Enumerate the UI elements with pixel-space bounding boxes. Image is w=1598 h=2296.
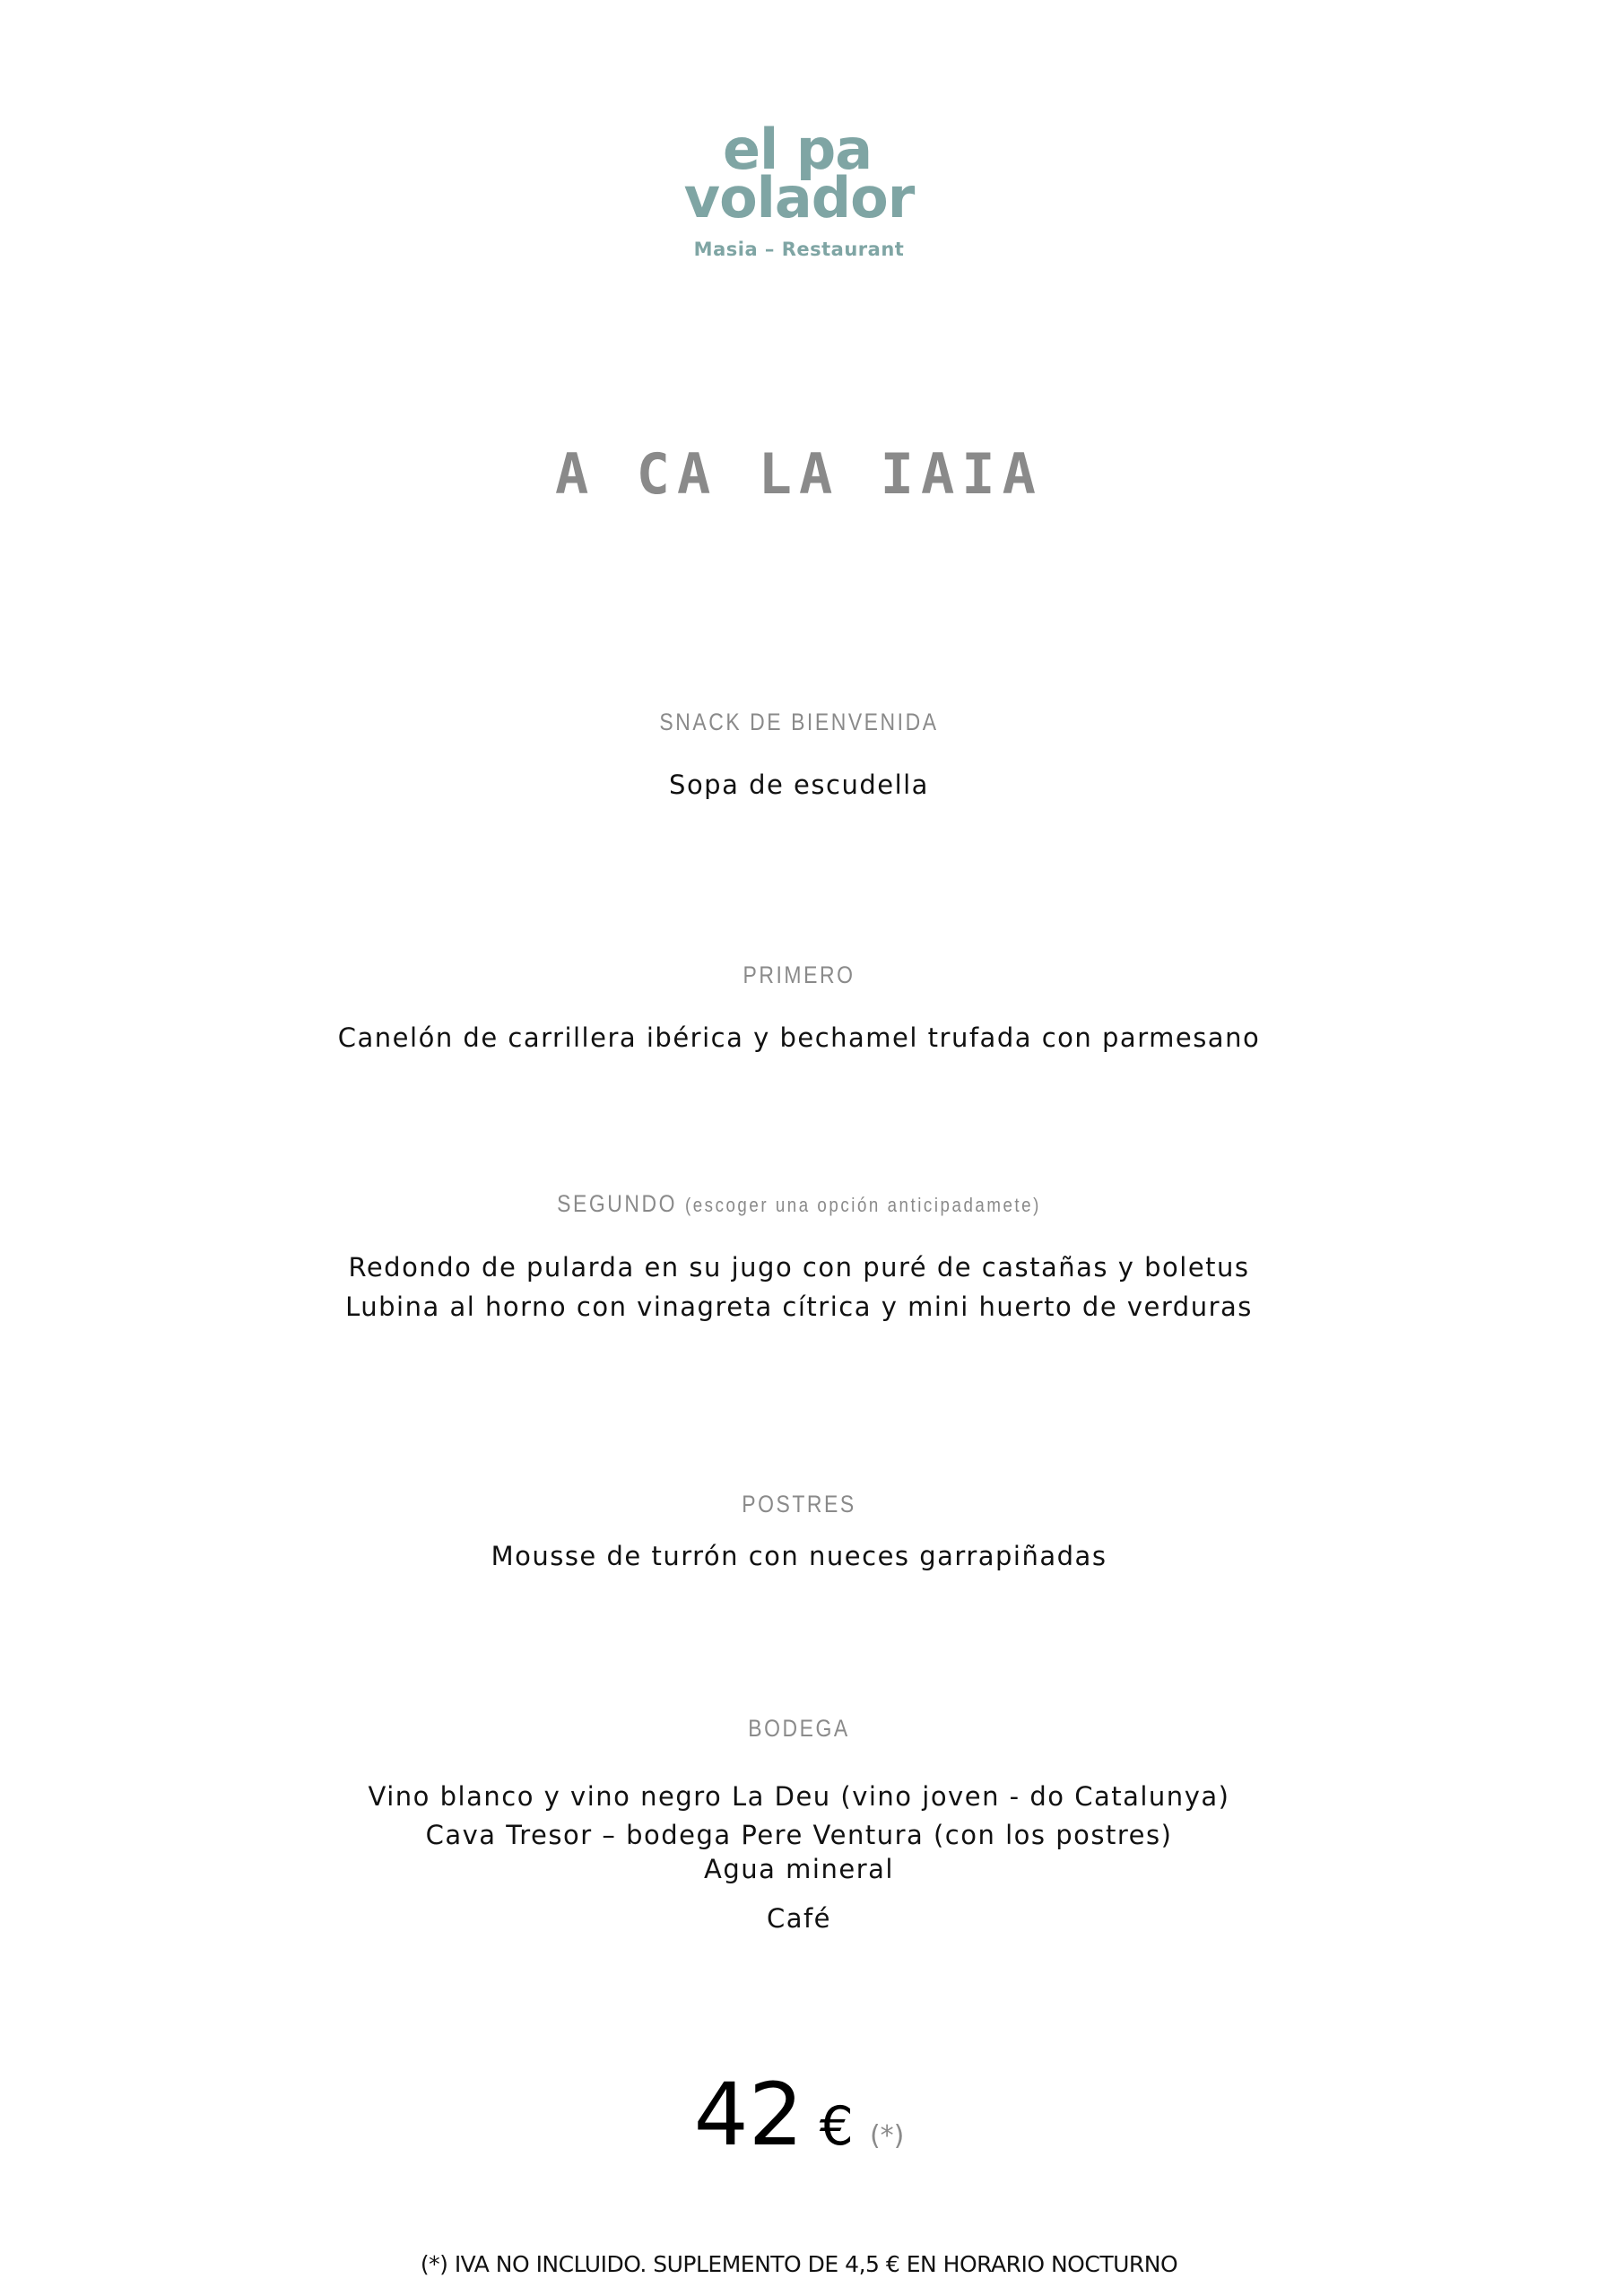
footnote: (*) IVA NO INCLUIDO. SUPLEMENTO DE 4,5 € EN HORARIO NOCTURNO — [420, 2251, 1178, 2277]
section-heading-note: (escoger una opción anticipadamete) — [684, 1194, 1041, 1216]
section-heading-label: SEGUNDO — [557, 1190, 677, 1217]
menu-title: A CA LA IAIA — [555, 441, 1043, 507]
logo-line-1: el pa — [722, 117, 873, 182]
price-currency: € — [819, 2095, 854, 2158]
menu-item: Agua mineral — [704, 1854, 894, 1884]
price-footnote-mark: (*) — [869, 2120, 905, 2152]
logo-line-2: volador — [683, 165, 915, 230]
logo-subtitle: Masia – Restaurant — [693, 239, 905, 260]
menu-item: Lubina al horno con vinagreta cítrica y mini huerto de verduras — [345, 1292, 1253, 1322]
section-heading-bodega: BODEGA — [748, 1715, 850, 1742]
menu-item: Cava Tresor – bodega Pere Ventura (con los postres) — [425, 1820, 1173, 1850]
section-heading-primero: PRIMERO — [743, 961, 855, 988]
menu-item: Café — [766, 1903, 832, 1934]
menu-item: Canelón de carrillera ibérica y bechamel trufada con parmesano — [337, 1022, 1261, 1053]
section-heading-snack: SNACK DE BIENVENIDA — [659, 709, 939, 735]
menu-item: Vino blanco y vino negro La Deu (vino joven - do Catalunya) — [368, 1781, 1230, 1812]
section-heading-postres: POSTRES — [742, 1491, 856, 1518]
restaurant-logo — [0, 117, 1598, 260]
menu-item: Sopa de escudella — [669, 770, 929, 800]
section-heading-segundo — [120, 1190, 1479, 1218]
menu-item: Mousse de turrón con nueces garrapiñadas — [491, 1541, 1107, 1571]
menu-item: Redondo de pularda en su jugo con puré de castañas y boletus — [348, 1252, 1250, 1283]
price-amount: 42 — [693, 2065, 803, 2165]
menu-price — [0, 2065, 1598, 2165]
